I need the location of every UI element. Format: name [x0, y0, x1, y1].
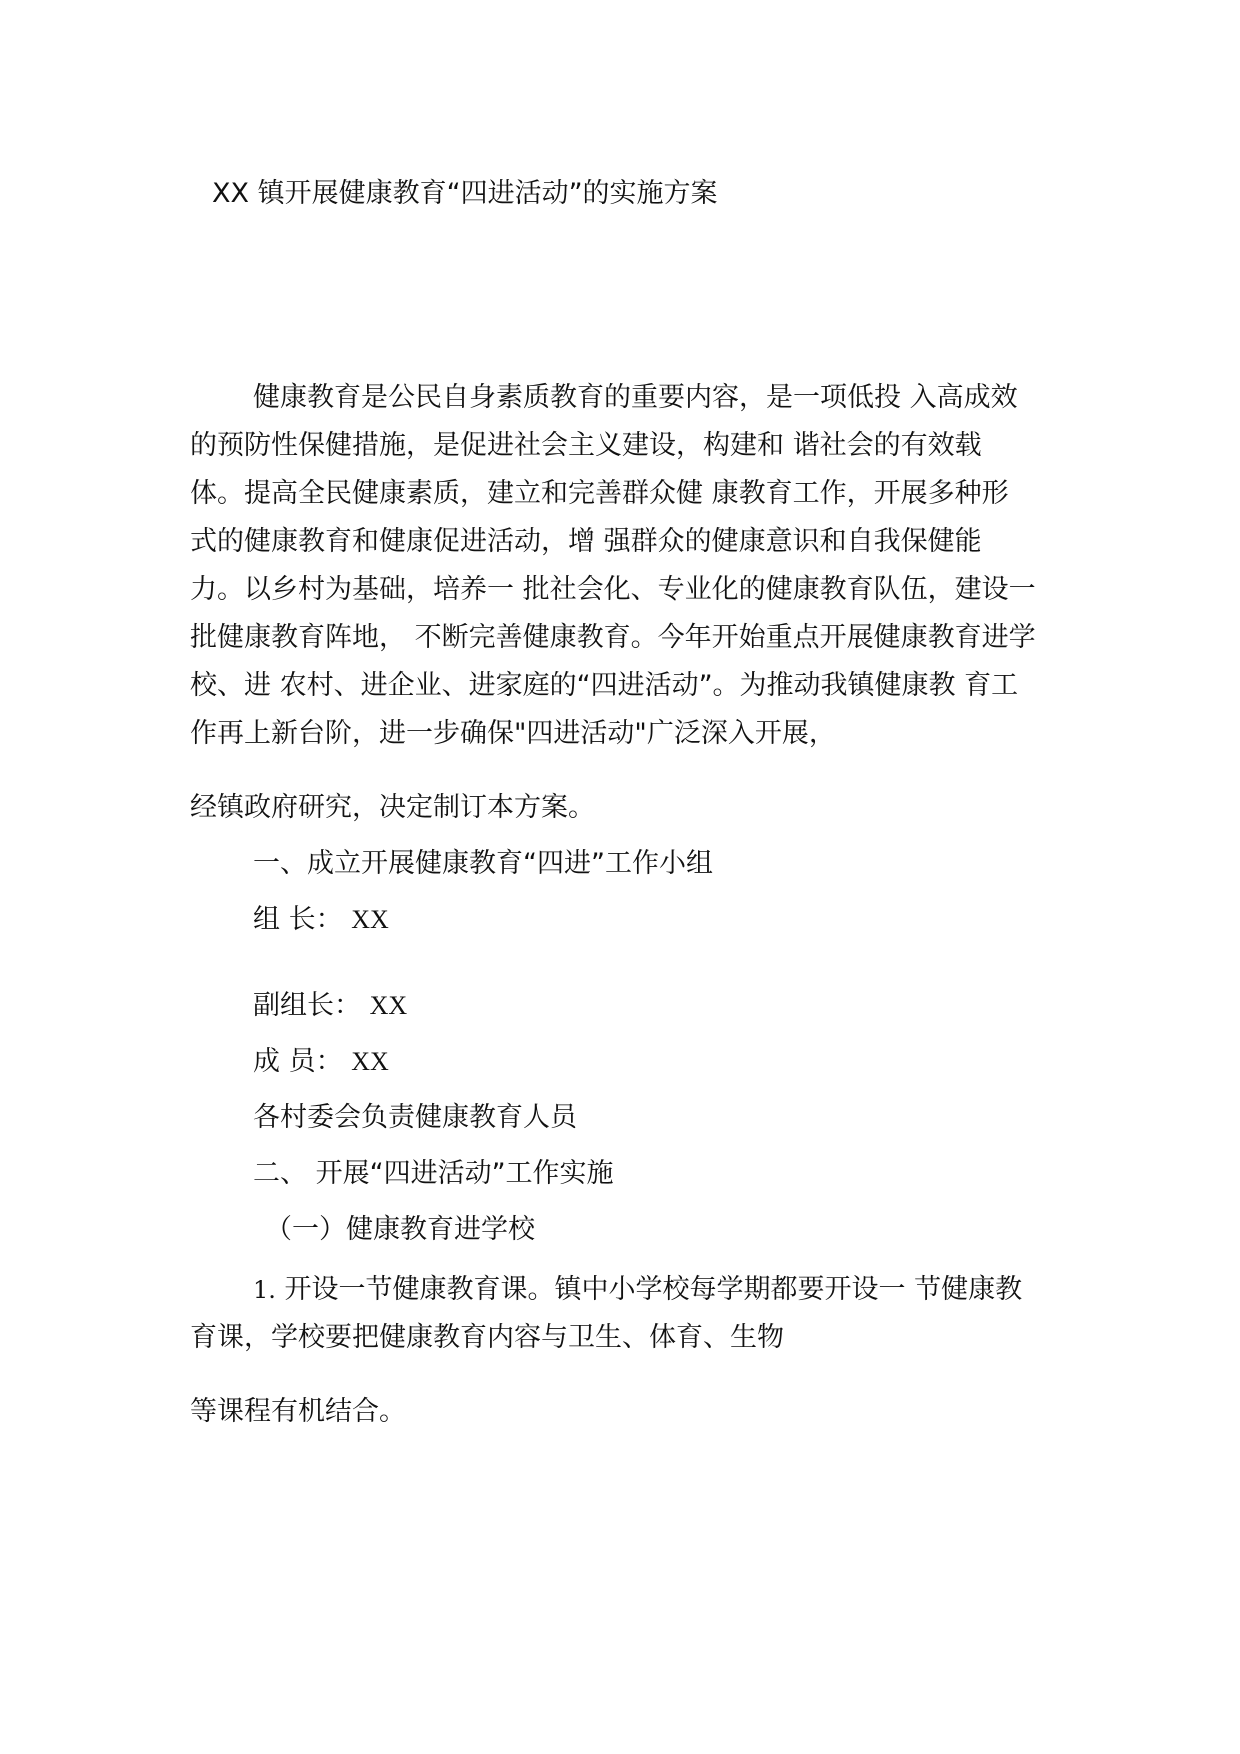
leader-row [253, 902, 389, 938]
document-title: XX 镇开展健康教育“四进活动”的实施方案 [212, 178, 718, 209]
deputy-value: XX [369, 991, 408, 1020]
intro-line-2: 的预防性保健措施，是促进社会主义建设，构建和 谐社会的有效载 [190, 430, 982, 461]
deputy-row [253, 988, 407, 1024]
section2-heading: 二、 开展“四进活动”工作实施 [253, 1158, 614, 1189]
member-label: 成 员： [253, 1046, 343, 1077]
intro-line-6: 批健康教育阵地， 不断完善健康教育。今年开始重点开展健康教育进学 [190, 622, 1036, 653]
leader-label: 组 长： [253, 904, 343, 935]
member-row [253, 1044, 389, 1080]
intro-line-3: 体。提高全民健康素质，建立和完善群众健 康教育工作，开展多种形 [190, 478, 1009, 509]
item1-text: 开设一节健康教育课。镇中小学校每学期都要开设一 节健康教 [284, 1274, 1023, 1305]
member-value: XX [351, 1047, 389, 1076]
section2-subheading: （一）健康教育进学校 [265, 1214, 535, 1245]
intro-line-4: 式的健康教育和健康促进活动，增 强群众的健康意识和自我保健能 [190, 526, 982, 557]
section1-heading: 一、成立开展健康教育“四进”工作小组 [253, 848, 713, 879]
intro-line-8: 作再上新台阶，进一步确保"四进活动"广泛深入开展， [190, 718, 836, 749]
item1-line-2: 育课，学校要把健康教育内容与卫生、体育、生物 [190, 1322, 784, 1353]
item1-line-1 [253, 1272, 1022, 1308]
item1-number: 1. [253, 1276, 276, 1304]
deputy-label: 副组长： [253, 990, 361, 1021]
intro-end: 经镇政府研究，决定制订本方案。 [190, 792, 595, 823]
intro-line-5: 力。以乡村为基础，培养一 批社会化、专业化的健康教育队伍，建设一 [190, 574, 1036, 605]
intro-line-7: 校、进 农村、进企业、进家庭的“四进活动”。为推动我镇健康教 育工 [190, 670, 1019, 701]
leader-value: XX [351, 905, 389, 934]
item1-line-3: 等课程有机结合。 [190, 1396, 406, 1427]
village-members: 各村委会负责健康教育人员 [253, 1102, 577, 1133]
intro-line-1: 健康教育是公民自身素质教育的重要内容，是一项低投 入高成效 [253, 382, 1018, 413]
